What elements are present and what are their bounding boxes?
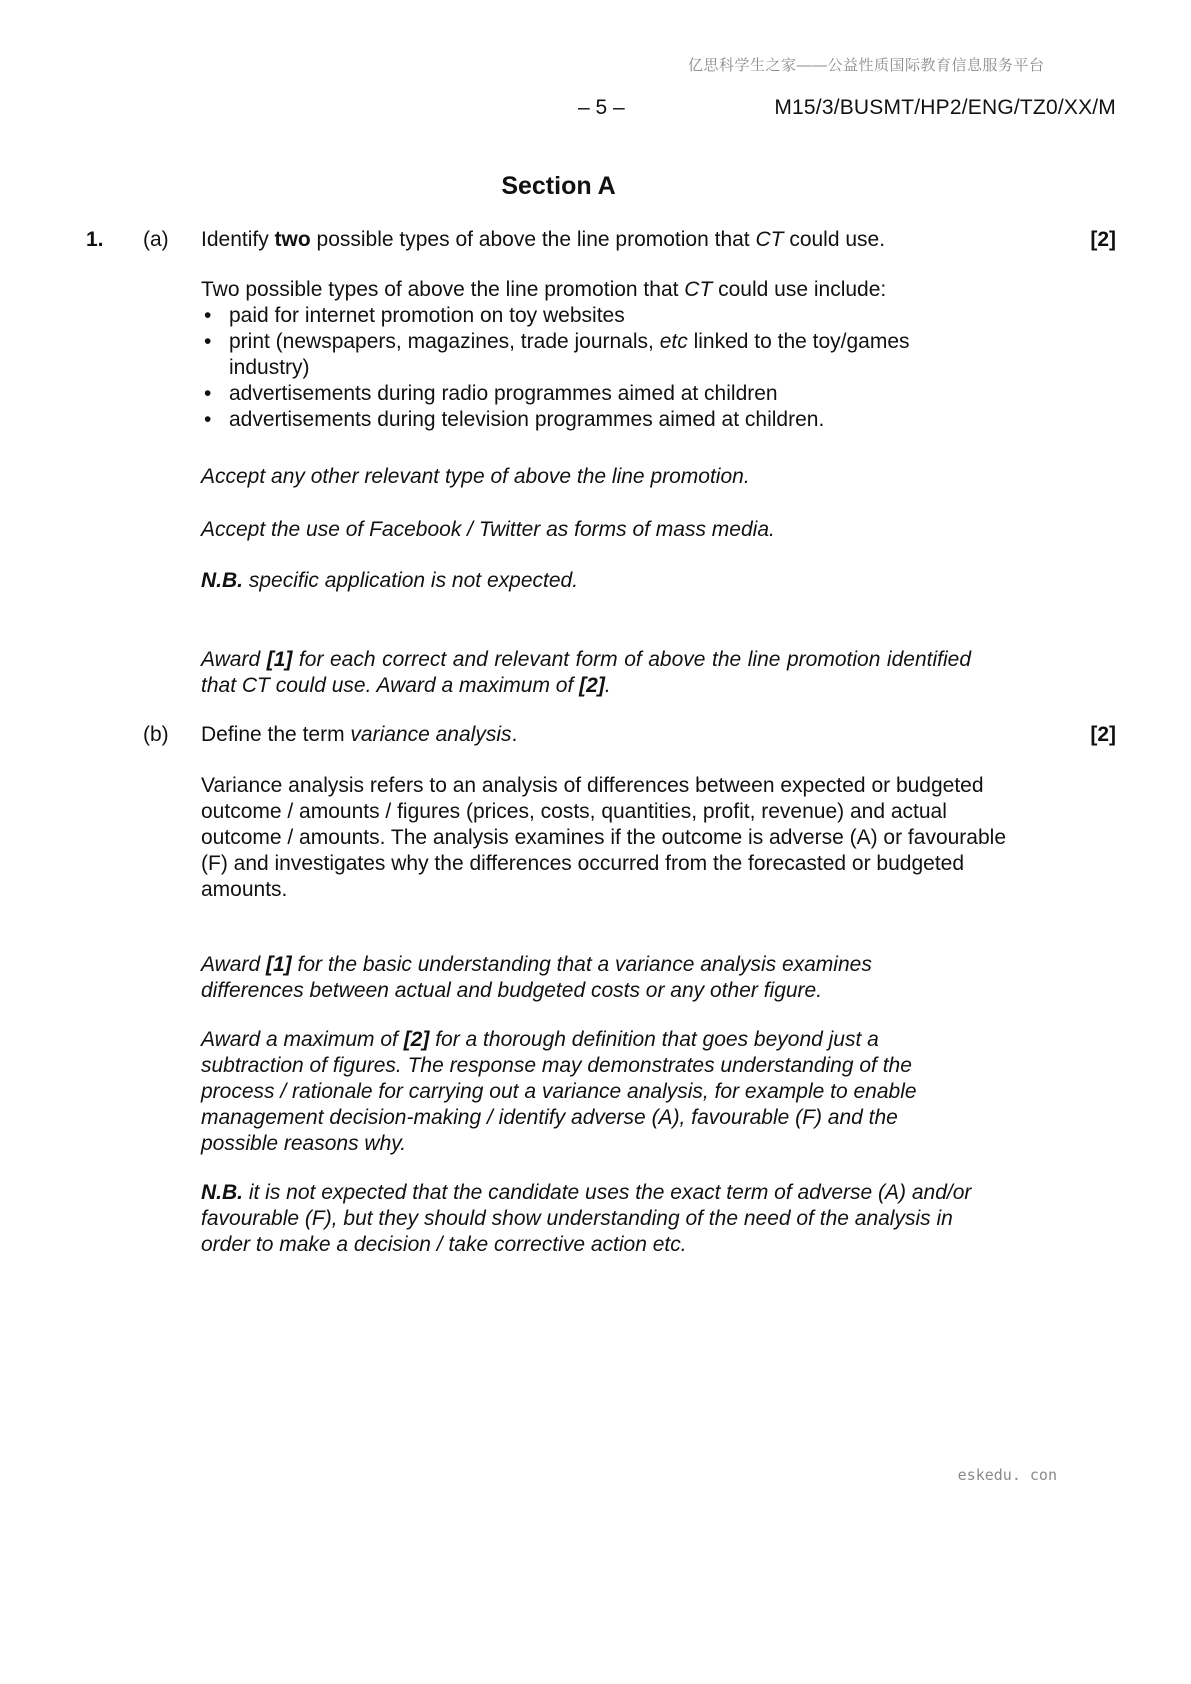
- part-b-question: Define the term variance analysis.: [201, 723, 518, 746]
- bullet-icon: •: [204, 304, 212, 327]
- list-item: • print (newspapers, magazines, trade journals, etc linked to the toy/games industry): [204, 330, 910, 379]
- bullet-icon: •: [204, 330, 212, 353]
- part-b-marks: [2]: [1090, 723, 1116, 746]
- question-number: 1.: [86, 228, 104, 251]
- part-b-award-note-2: Award a maximum of [2] for a thorough definition that goes beyond just a subtraction of figures. The response may demonstrates understanding of the process / rationale for carrying out a variance analysis, for example to enable management decision-making / identify adverse (A), favourable (F) and the possible reasons why.: [201, 1028, 917, 1155]
- part-b-label: (b): [143, 723, 169, 746]
- list-item: • advertisements during television programmes aimed at children.: [204, 408, 825, 431]
- part-a-marks: [2]: [1090, 228, 1116, 251]
- bullet-icon: •: [204, 408, 212, 431]
- part-b-award-note-1: Award [1] for the basic understanding that a variance analysis examines differences between actual and budgeted costs or any other figure.: [201, 953, 872, 1002]
- watermark-header: 亿思科学生之家——公益性质国际教育信息服务平台: [688, 57, 1045, 74]
- part-a-label: (a): [143, 228, 169, 251]
- part-a-accept-note-1: Accept any other relevant type of above the line promotion.: [201, 465, 750, 488]
- page-number: – 5 –: [578, 96, 625, 119]
- part-a-intro: Two possible types of above the line promotion that CT could use include:: [201, 278, 887, 301]
- part-a-nb-note: N.B. specific application is not expected.: [201, 569, 579, 592]
- part-a-answer: [201, 277, 999, 433]
- list-item: • advertisements during radio programmes aimed at children: [204, 382, 778, 405]
- part-a-accept-note-2: Accept the use of Facebook / Twitter as forms of mass media.: [201, 518, 775, 541]
- part-b-nb-note: N.B. it is not expected that the candidate uses the exact term of adverse (A) and/or favourable (F), but they should show understanding of the need of the analysis in order to make a decision / take corrective action etc.: [201, 1181, 972, 1256]
- part-a-question: Identify two possible types of above the line promotion that CT could use.: [201, 228, 886, 251]
- bullet-icon: •: [204, 382, 212, 405]
- list-item: • paid for internet promotion on toy websites: [204, 304, 625, 327]
- part-a-award-note: Award [1] for each correct and relevant form of above the line promotion identified that CT could use. Award a maximum of [2].: [201, 648, 971, 697]
- watermark-footer: eskedu. con: [957, 1466, 1057, 1484]
- section-title: Section A: [501, 172, 616, 200]
- part-b-answer: Variance analysis refers to an analysis of differences between expected or budgeted outcome / amounts / figures (prices, costs, quantities, profit, revenue) and actual outcome / amounts. The analysis examines if the outcome is adverse (A) or favourable (F) and investigates why the differences occurred from the forecasted or budgeted amounts.: [201, 774, 1007, 901]
- paper-code: M15/3/BUSMT/HP2/ENG/TZ0/XX/M: [774, 96, 1116, 119]
- part-a-bullet-list: [201, 303, 999, 433]
